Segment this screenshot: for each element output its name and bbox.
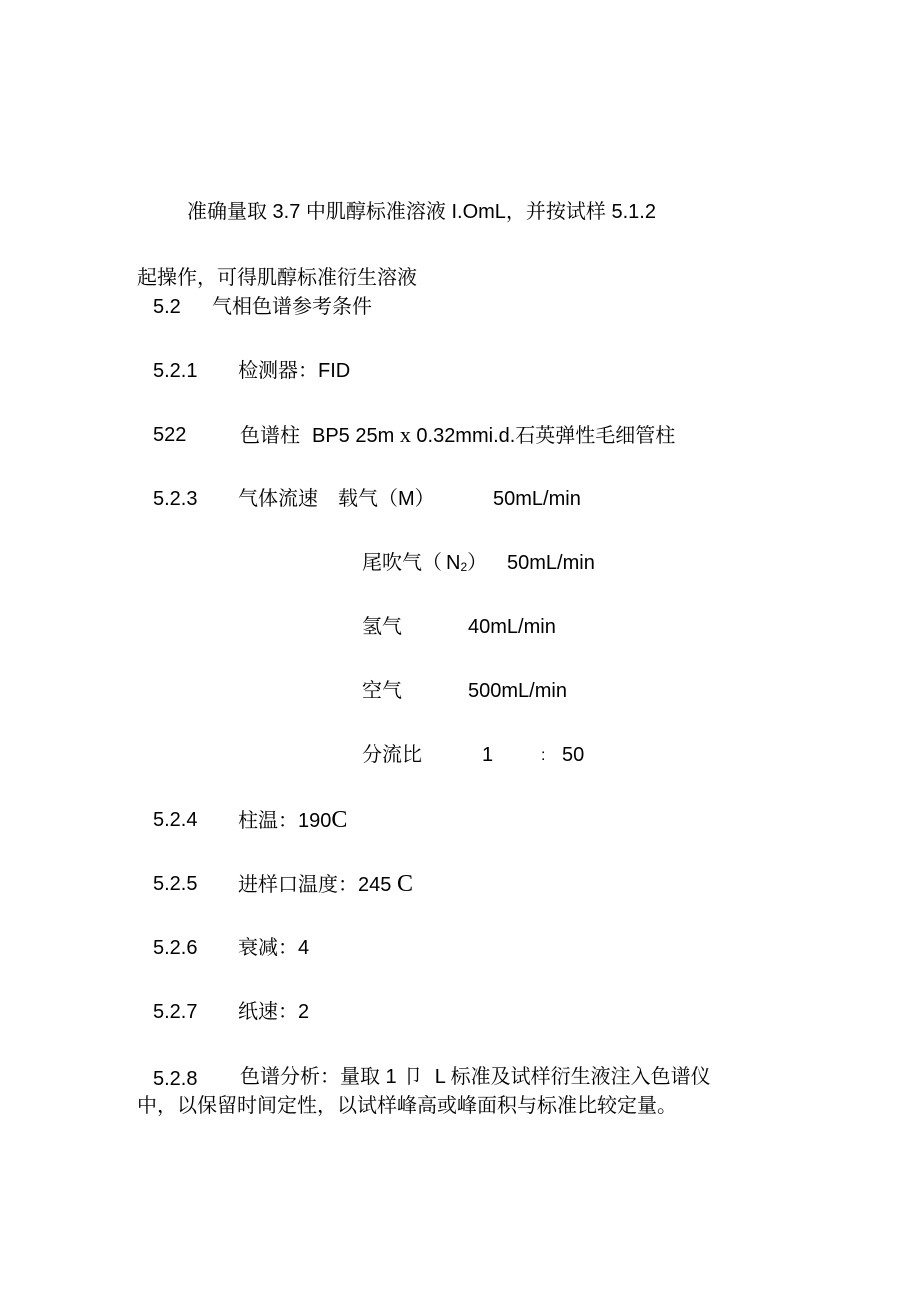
item-text-detector: 检测器：FID [238,360,351,382]
column-temp-unit: C [331,807,348,833]
carrier-gas-value: 50mL/min [493,488,581,510]
item-number-column-temp: 5.2.4 [153,809,198,831]
column-spec: BP5 25m [312,425,400,447]
hydrogen-value: 40mL/min [468,616,556,638]
column-temp-text: 柱温：190 [238,810,332,832]
carrier-gas-label: 载气（M） [338,488,435,510]
item-text-inlet-temp [238,872,413,897]
item-number-inlet-temp: 5.2.5 [153,873,198,895]
analysis-text-b: L 标准及试样衍生液注入色谱仪 [434,1066,711,1088]
split-ratio-label: 分流比 [362,744,422,766]
gas-label: 气体流速 [238,488,318,510]
item-number-attenuation: 5.2.6 [153,937,198,959]
intro-line-1: 准确量取 3.7 中肌醇标准溶液 I.OmL，并按试样 5.1.2 [187,201,656,223]
makeup-gas-label: 尾吹气（ [362,552,442,574]
section-number: 5.2 [153,296,181,318]
intro-line-2: 起操作，可得肌醇标准衍生溶液 [137,267,417,289]
air-label: 空气 [362,680,402,702]
analysis-line-1 [240,1065,711,1089]
item-number-detector: 5.2.1 [153,360,198,382]
item-text-column [240,423,675,448]
item-number-paper-speed: 5.2.7 [153,1001,198,1023]
item-number-column: 522 [153,424,187,446]
column-rest: 0.32mmi.d.石英弹性毛细管柱 [410,425,676,447]
makeup-gas-subscript: 2 [460,560,468,574]
inlet-temp-unit: C [396,871,413,897]
makeup-gas-name: N [446,552,461,574]
column-times: x [399,422,411,447]
item-number-analysis: 5.2.8 [153,1068,198,1090]
makeup-gas-row [362,551,487,579]
analysis-glyph: 卩 [402,1066,423,1088]
item-text-attenuation: 衰减：4 [238,937,310,959]
analysis-line-2: 中，以保留时间定性，以试样峰高或峰面积与标准比较定量。 [137,1095,677,1117]
analysis-text-a: 色谱分析：量取 1 [240,1066,397,1088]
item-text-column-temp [238,808,347,833]
column-label: 色谱柱 [240,425,300,447]
inlet-temp-text: 进样口温度：245 [238,874,397,896]
makeup-gas-close: ） [467,552,488,574]
air-value: 500mL/min [468,680,567,702]
hydrogen-label: 氢气 [362,616,402,638]
item-text-paper-speed: 纸速：2 [238,1001,310,1023]
split-ratio-b: 50 [562,744,585,766]
makeup-gas-value: 50mL/min [507,552,595,574]
section-title: 气相色谱参考条件 [212,296,372,318]
item-number-gas: 5.2.3 [153,488,198,510]
split-ratio-a: 1 [482,744,494,766]
split-ratio-colon: : [541,747,546,764]
